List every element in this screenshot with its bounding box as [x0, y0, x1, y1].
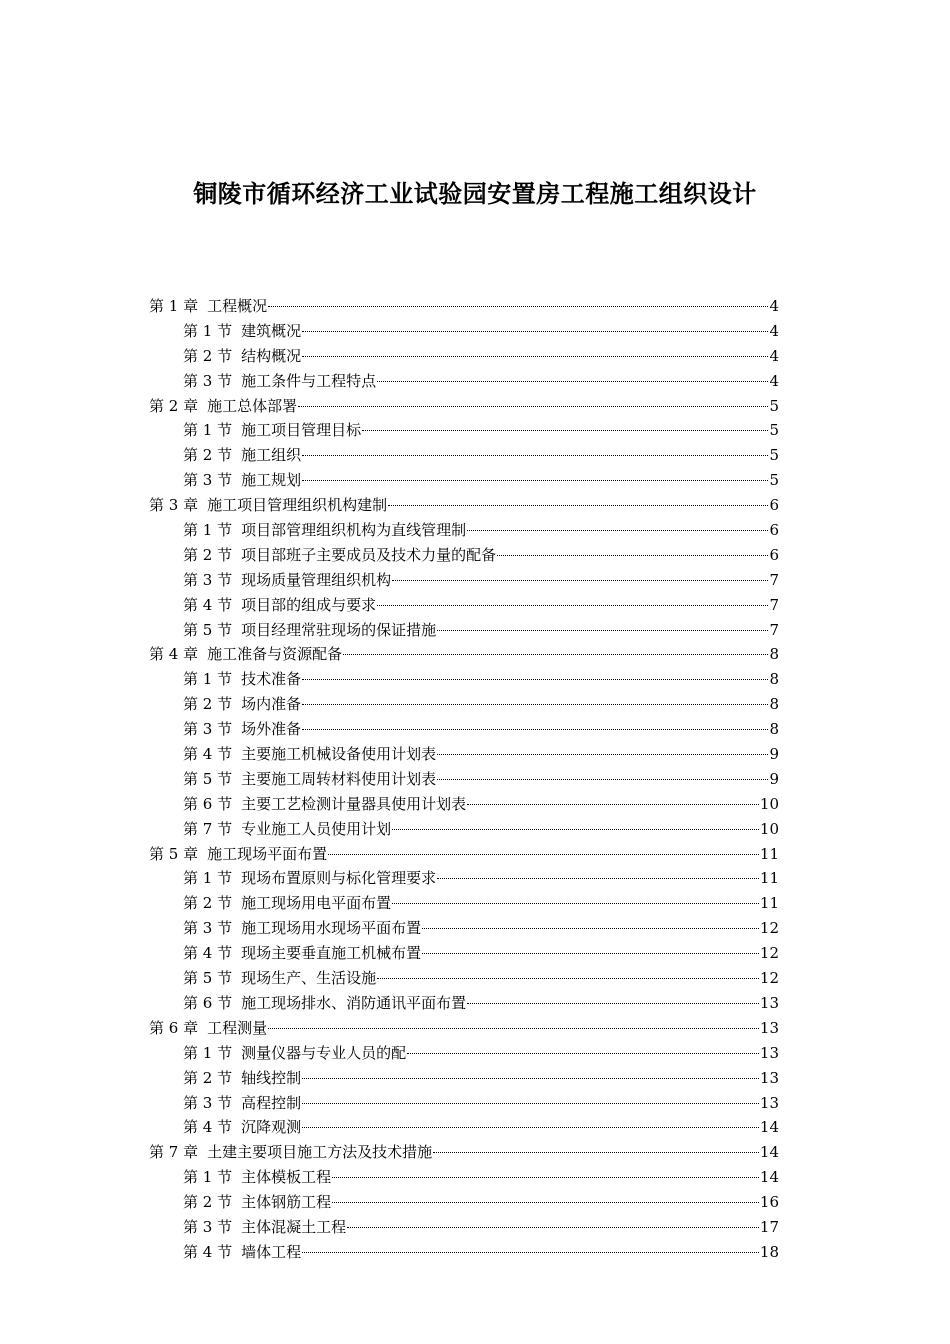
- toc-entry-title: 现场主要垂直施工机械布置: [241, 944, 422, 963]
- toc-entry-number: 第 3 节: [183, 371, 233, 390]
- toc-section-entry[interactable]: [149, 618, 779, 643]
- toc-entry-number: 第 7 节: [183, 819, 233, 838]
- toc-page-number: 13: [759, 993, 779, 1012]
- toc-entry-label: [183, 418, 361, 443]
- toc-entry-number: 第 4 节: [183, 745, 233, 764]
- toc-section-entry[interactable]: [149, 344, 779, 369]
- toc-entry-title: 墙体工程: [241, 1242, 302, 1261]
- toc-page-number: 4: [769, 346, 779, 365]
- table-of-contents: [149, 294, 779, 1265]
- toc-entry-label: [149, 1140, 432, 1165]
- toc-section-entry[interactable]: [149, 518, 779, 543]
- toc-section-entry[interactable]: [149, 593, 779, 618]
- toc-entry-number: 第 2 节: [183, 1068, 233, 1087]
- toc-page-number: 17: [759, 1217, 779, 1236]
- toc-entry-title: 施工现场平面布置: [207, 844, 328, 863]
- toc-page-number: 14: [759, 1143, 779, 1162]
- toc-entry-number: 第 1 节: [183, 321, 233, 340]
- toc-entry-label: [183, 369, 376, 394]
- toc-entry-label: [149, 394, 297, 419]
- toc-entry-label: [183, 1240, 301, 1265]
- toc-entry-label: [149, 294, 267, 319]
- toc-entry-title: 现场生产、生活设施: [241, 969, 377, 988]
- toc-entry-label: [183, 916, 421, 941]
- toc-entry-number: 第 3 节: [183, 919, 233, 938]
- toc-entry-title: 施工现场用电平面布置: [241, 894, 392, 913]
- toc-page-number: 8: [769, 670, 779, 689]
- toc-entry-title: 测量仪器与专业人员的配: [241, 1043, 407, 1062]
- toc-entry-number: 第 5 节: [183, 620, 233, 639]
- toc-entry-label: [183, 543, 496, 568]
- toc-page-number: 8: [769, 695, 779, 714]
- toc-section-entry[interactable]: [149, 468, 779, 493]
- toc-chapter-entry[interactable]: [149, 294, 779, 319]
- toc-section-entry[interactable]: [149, 543, 779, 568]
- toc-entry-number: 第 4 章: [149, 645, 199, 664]
- toc-entry-number: 第 1 节: [183, 1043, 233, 1062]
- toc-page-number: 16: [759, 1193, 779, 1212]
- toc-dot-leader: [302, 1252, 759, 1253]
- toc-dot-leader: [437, 754, 768, 755]
- toc-entry-title: 建筑概况: [241, 321, 302, 340]
- toc-entry-number: 第 2 节: [183, 695, 233, 714]
- toc-dot-leader: [343, 654, 768, 655]
- toc-entry-title: 场内准备: [241, 695, 302, 714]
- toc-entry-title: 施工规划: [241, 471, 302, 490]
- toc-page-number: 12: [759, 919, 779, 938]
- toc-page-number: 5: [769, 446, 779, 465]
- toc-entry-number: 第 4 节: [183, 1242, 233, 1261]
- toc-entry-title: 主要施工机械设备使用计划表: [241, 745, 437, 764]
- toc-page-number: 6: [769, 545, 779, 564]
- toc-chapter-entry[interactable]: [149, 642, 779, 667]
- toc-entry-title: 高程控制: [241, 1093, 302, 1112]
- toc-entry-label: [149, 642, 342, 667]
- toc-dot-leader: [422, 953, 759, 954]
- toc-dot-leader: [302, 729, 768, 730]
- toc-entry-number: 第 1 节: [183, 1168, 233, 1187]
- toc-entry-title: 项目部管理组织机构为直线管理制: [241, 521, 467, 540]
- toc-entry-number: 第 6 章: [149, 1018, 199, 1037]
- toc-dot-leader: [332, 1177, 759, 1178]
- toc-page-number: 13: [759, 1093, 779, 1112]
- toc-chapter-entry[interactable]: [149, 1140, 779, 1165]
- toc-dot-leader: [407, 1053, 759, 1054]
- toc-entry-number: 第 1 节: [183, 869, 233, 888]
- toc-page-number: 9: [769, 769, 779, 788]
- toc-entry-title: 工程概况: [207, 297, 268, 315]
- toc-entry-number: 第 4 节: [183, 595, 233, 614]
- toc-page-number: 13: [759, 1068, 779, 1087]
- toc-entry-label: [183, 618, 436, 643]
- toc-section-entry[interactable]: [149, 991, 779, 1016]
- toc-entry-number: 第 2 节: [183, 1193, 233, 1212]
- toc-section-entry[interactable]: [149, 966, 779, 991]
- toc-entry-number: 第 1 节: [183, 421, 233, 440]
- toc-entry-label: [183, 941, 421, 966]
- toc-entry-title: 施工现场用水现场平面布置: [241, 919, 422, 938]
- toc-entry-label: [183, 817, 391, 842]
- toc-entry-label: [183, 966, 376, 991]
- toc-section-entry[interactable]: [149, 369, 779, 394]
- toc-dot-leader: [298, 406, 768, 407]
- toc-entry-title: 施工项目管理组织机构建制: [207, 496, 388, 515]
- toc-entry-label: [149, 1016, 267, 1041]
- toc-section-entry[interactable]: [149, 1091, 779, 1116]
- toc-page-number: 11: [759, 869, 779, 888]
- toc-entry-number: 第 2 章: [149, 396, 199, 415]
- toc-entry-title: 项目部班子主要成员及技术力量的配备: [241, 545, 497, 564]
- toc-entry-number: 第 3 章: [149, 496, 199, 515]
- toc-entry-number: 第 1 章: [149, 297, 199, 315]
- toc-dot-leader: [377, 381, 768, 382]
- toc-section-entry[interactable]: [149, 941, 779, 966]
- toc-entry-title: 专业施工人员使用计划: [241, 819, 392, 838]
- toc-page-number: 10: [759, 819, 779, 838]
- toc-page-number: 4: [769, 321, 779, 340]
- toc-page-number: 5: [769, 421, 779, 440]
- toc-section-entry[interactable]: [149, 443, 779, 468]
- toc-entry-title: 施工准备与资源配备: [207, 645, 343, 664]
- toc-dot-leader: [437, 878, 759, 879]
- toc-entry-number: 第 5 节: [183, 769, 233, 788]
- toc-dot-leader: [377, 605, 768, 606]
- toc-entry-number: 第 1 节: [183, 670, 233, 689]
- toc-entry-number: 第 2 节: [183, 446, 233, 465]
- toc-entry-label: [183, 1215, 346, 1240]
- toc-entry-label: [183, 593, 376, 618]
- toc-dot-leader: [332, 1202, 759, 1203]
- toc-entry-label: [183, 568, 391, 593]
- toc-entry-label: [183, 1041, 406, 1066]
- toc-entry-label: [183, 767, 436, 792]
- toc-entry-label: [183, 1190, 331, 1215]
- toc-dot-leader: [302, 356, 768, 357]
- toc-dot-leader: [302, 331, 768, 332]
- toc-entry-label: [183, 742, 436, 767]
- toc-entry-title: 主体混凝土工程: [241, 1217, 347, 1236]
- toc-dot-leader: [302, 480, 768, 481]
- toc-dot-leader: [422, 928, 759, 929]
- toc-entry-number: 第 3 节: [183, 1093, 233, 1112]
- toc-dot-leader: [302, 455, 768, 456]
- toc-dot-leader: [268, 1028, 759, 1029]
- toc-entry-label: [183, 692, 301, 717]
- toc-dot-leader: [467, 804, 759, 805]
- toc-entry-number: 第 3 节: [183, 471, 233, 490]
- toc-entry-number: 第 2 节: [183, 894, 233, 913]
- toc-entry-title: 现场质量管理组织机构: [241, 570, 392, 589]
- toc-page-number: 12: [759, 944, 779, 963]
- toc-entry-label: [183, 1066, 301, 1091]
- toc-entry-label: [183, 991, 466, 1016]
- toc-section-entry[interactable]: [149, 717, 779, 742]
- toc-entry-label: [183, 866, 436, 891]
- toc-page-number: 13: [759, 1043, 779, 1062]
- toc-entry-title: 主体模板工程: [241, 1168, 332, 1187]
- toc-dot-leader: [302, 704, 768, 705]
- toc-chapter-entry[interactable]: [149, 1016, 779, 1041]
- toc-dot-leader: [268, 306, 768, 307]
- toc-section-entry[interactable]: [149, 1115, 779, 1140]
- toc-section-entry[interactable]: [149, 817, 779, 842]
- toc-entry-label: [183, 792, 466, 817]
- toc-entry-label: [183, 1165, 331, 1190]
- toc-section-entry[interactable]: [149, 568, 779, 593]
- toc-entry-title: 场外准备: [241, 720, 302, 739]
- toc-entry-title: 主要施工周转材料使用计划表: [241, 769, 437, 788]
- toc-page-number: 5: [769, 471, 779, 490]
- toc-entry-title: 轴线控制: [241, 1068, 302, 1087]
- toc-entry-title: 施工总体部署: [207, 396, 298, 415]
- toc-entry-title: 主体钢筋工程: [241, 1193, 332, 1212]
- toc-entry-title: 工程测量: [207, 1018, 268, 1037]
- toc-entry-title: 技术准备: [241, 670, 302, 689]
- toc-dot-leader: [302, 679, 768, 680]
- toc-section-entry[interactable]: [149, 667, 779, 692]
- toc-page-number: 6: [769, 521, 779, 540]
- toc-page-number: 5: [769, 396, 779, 415]
- toc-entry-label: [183, 319, 301, 344]
- toc-page-number: 12: [759, 969, 779, 988]
- toc-page-number: 4: [769, 371, 779, 390]
- toc-page-number: 7: [769, 620, 779, 639]
- toc-page-number: 11: [759, 894, 779, 913]
- toc-page-number: 7: [769, 595, 779, 614]
- toc-dot-leader: [388, 505, 768, 506]
- toc-page-number: 10: [759, 794, 779, 813]
- toc-page-number: 14: [759, 1168, 779, 1187]
- toc-section-entry[interactable]: [149, 916, 779, 941]
- toc-entry-title: 项目经理常驻现场的保证措施: [241, 620, 437, 639]
- toc-section-entry[interactable]: [149, 1215, 779, 1240]
- toc-chapter-entry[interactable]: [149, 493, 779, 518]
- toc-entry-title: 施工条件与工程特点: [241, 371, 377, 390]
- toc-dot-leader: [347, 1227, 759, 1228]
- toc-page-number: 4: [769, 297, 779, 315]
- toc-section-entry[interactable]: [149, 792, 779, 817]
- toc-entry-number: 第 2 节: [183, 545, 233, 564]
- toc-entry-label: [183, 1091, 301, 1116]
- toc-dot-leader: [433, 1152, 759, 1153]
- toc-section-entry[interactable]: [149, 1165, 779, 1190]
- toc-section-entry[interactable]: [149, 319, 779, 344]
- toc-dot-leader: [302, 1078, 759, 1079]
- toc-entry-title: 项目部的组成与要求: [241, 595, 377, 614]
- toc-entry-label: [183, 1115, 301, 1140]
- toc-dot-leader: [377, 978, 759, 979]
- toc-entry-number: 第 3 节: [183, 720, 233, 739]
- toc-section-entry[interactable]: [149, 742, 779, 767]
- toc-section-entry[interactable]: [149, 418, 779, 443]
- toc-section-entry[interactable]: [149, 866, 779, 891]
- toc-dot-leader: [437, 779, 768, 780]
- toc-section-entry[interactable]: [149, 1066, 779, 1091]
- toc-page-number: 11: [759, 844, 779, 863]
- toc-dot-leader: [437, 630, 768, 631]
- toc-dot-leader: [302, 1127, 759, 1128]
- toc-entry-title: 现场布置原则与标化管理要求: [241, 869, 437, 888]
- toc-entry-number: 第 6 节: [183, 794, 233, 813]
- toc-page-number: 14: [759, 1118, 779, 1137]
- toc-dot-leader: [392, 580, 768, 581]
- toc-entry-label: [183, 518, 466, 543]
- toc-entry-title: 施工组织: [241, 446, 302, 465]
- toc-section-entry[interactable]: [149, 891, 779, 916]
- toc-entry-label: [183, 717, 301, 742]
- toc-page-number: 7: [769, 570, 779, 589]
- toc-section-entry[interactable]: [149, 767, 779, 792]
- toc-section-entry[interactable]: [149, 692, 779, 717]
- toc-entry-label: [149, 842, 327, 867]
- toc-entry-label: [183, 344, 301, 369]
- toc-page-number: 9: [769, 745, 779, 764]
- toc-dot-leader: [362, 430, 768, 431]
- toc-entry-number: 第 7 章: [149, 1143, 199, 1162]
- toc-page-number: 13: [759, 1018, 779, 1037]
- toc-entry-number: 第 2 节: [183, 346, 233, 365]
- toc-entry-title: 土建主要项目施工方法及技术措施: [207, 1143, 433, 1162]
- toc-page-number: 8: [769, 645, 779, 664]
- toc-dot-leader: [302, 1103, 759, 1104]
- toc-entry-number: 第 4 节: [183, 944, 233, 963]
- toc-entry-title: 施工项目管理目标: [241, 421, 362, 440]
- toc-entry-number: 第 3 节: [183, 570, 233, 589]
- toc-entry-title: 结构概况: [241, 346, 302, 365]
- toc-dot-leader: [392, 903, 759, 904]
- toc-chapter-entry[interactable]: [149, 394, 779, 419]
- toc-entry-number: 第 4 节: [183, 1118, 233, 1137]
- toc-section-entry[interactable]: [149, 1041, 779, 1066]
- toc-entry-label: [183, 443, 301, 468]
- toc-entry-number: 第 3 节: [183, 1217, 233, 1236]
- toc-entry-label: [183, 468, 301, 493]
- toc-dot-leader: [497, 555, 768, 556]
- toc-page-number: 6: [769, 496, 779, 515]
- toc-entry-number: 第 5 节: [183, 969, 233, 988]
- toc-page-number: 8: [769, 720, 779, 739]
- toc-entry-label: [183, 667, 301, 692]
- toc-entry-title: 施工现场排水、消防通讯平面布置: [241, 993, 467, 1012]
- toc-entry-title: 沉降观测: [241, 1118, 302, 1137]
- toc-section-entry[interactable]: [149, 1240, 779, 1265]
- toc-section-entry[interactable]: [149, 1190, 779, 1215]
- toc-entry-number: 第 5 章: [149, 844, 199, 863]
- toc-chapter-entry[interactable]: [149, 842, 779, 867]
- toc-dot-leader: [467, 530, 768, 531]
- toc-entry-number: 第 1 节: [183, 521, 233, 540]
- toc-entry-label: [183, 891, 391, 916]
- toc-page-number: 18: [759, 1242, 779, 1261]
- toc-entry-title: 主要工艺检测计量器具使用计划表: [241, 794, 467, 813]
- document-title: 铜陵市循环经济工业试验园安置房工程施工组织设计: [193, 180, 757, 208]
- toc-entry-label: [149, 493, 387, 518]
- toc-dot-leader: [392, 829, 759, 830]
- toc-dot-leader: [328, 854, 759, 855]
- toc-dot-leader: [467, 1003, 759, 1004]
- toc-entry-number: 第 6 节: [183, 993, 233, 1012]
